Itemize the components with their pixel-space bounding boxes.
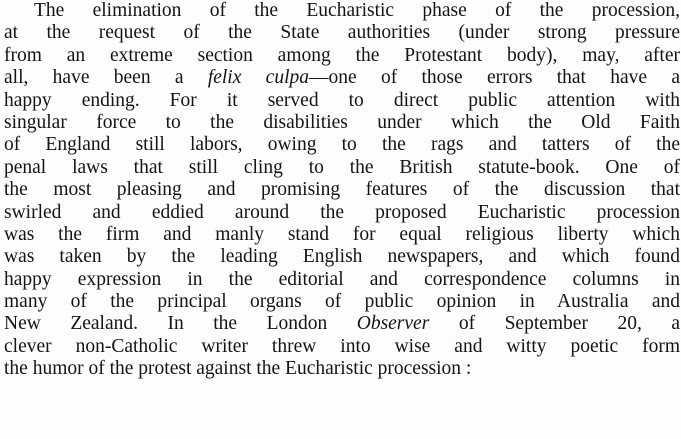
text-line-8 xyxy=(4,157,680,179)
text-line-17 xyxy=(4,358,680,380)
text-line-12 xyxy=(4,246,680,268)
text-run: —one of those errors that have a xyxy=(309,67,680,89)
text-run: was the firm and manly stand for equal religious liberty which xyxy=(4,223,680,245)
text-line-15 xyxy=(4,313,680,335)
text-line-13 xyxy=(4,269,680,291)
text-line-10 xyxy=(4,202,680,224)
text-line-1 xyxy=(4,0,680,22)
text-run: swirled and eddied around the proposed Eucharistic procession xyxy=(4,201,680,223)
text-run: from an extreme section among the Protestant body), may, after xyxy=(4,44,680,66)
text-run: at the request of the State authorities (under strong pressure xyxy=(4,22,680,44)
text-line-14 xyxy=(4,291,680,313)
text-run: happy expression in the editorial and correspondence columns in xyxy=(4,268,680,290)
body-paragraph xyxy=(4,0,680,381)
text-run: the humor of the protest against the Eucharistic procession : xyxy=(4,358,472,380)
text-run: was taken by the leading English newspapers, and which found xyxy=(4,246,680,268)
text-run: The elimination of the Eucharistic phase of the procession, xyxy=(34,0,680,21)
italic-title-observer: Observer xyxy=(356,313,430,335)
text-run: clever non-Catholic writer threw into wise and witty poetic form xyxy=(4,335,680,357)
text-run: penal laws that still cling to the British statute-book. One of xyxy=(4,156,680,178)
text-line-4 xyxy=(4,67,680,89)
italic-phrase-felix-culpa: felix culpa xyxy=(207,67,309,89)
text-run: singular force to the disabilities under which the Old Faith xyxy=(4,111,680,133)
text-line-2 xyxy=(4,22,680,44)
text-line-11 xyxy=(4,224,680,246)
text-line-6 xyxy=(4,112,680,134)
text-run: happy ending. For it served to direct public attention with xyxy=(4,89,680,111)
text-line-7 xyxy=(4,134,680,156)
text-line-9 xyxy=(4,179,680,201)
text-line-5 xyxy=(4,90,680,112)
text-line-16 xyxy=(4,336,680,358)
text-run: of England still labors, owing to the rags and tatters of the xyxy=(4,134,680,156)
text-run: the most pleasing and promising features of the discussion that xyxy=(4,179,680,201)
text-run: of September 20, a xyxy=(429,313,680,335)
text-run: New Zealand. In the London xyxy=(4,313,357,335)
text-run: all, have been a xyxy=(4,67,208,89)
text-line-3 xyxy=(4,45,680,67)
text-run: many of the principal organs of public opinion in Australia and xyxy=(4,291,680,313)
